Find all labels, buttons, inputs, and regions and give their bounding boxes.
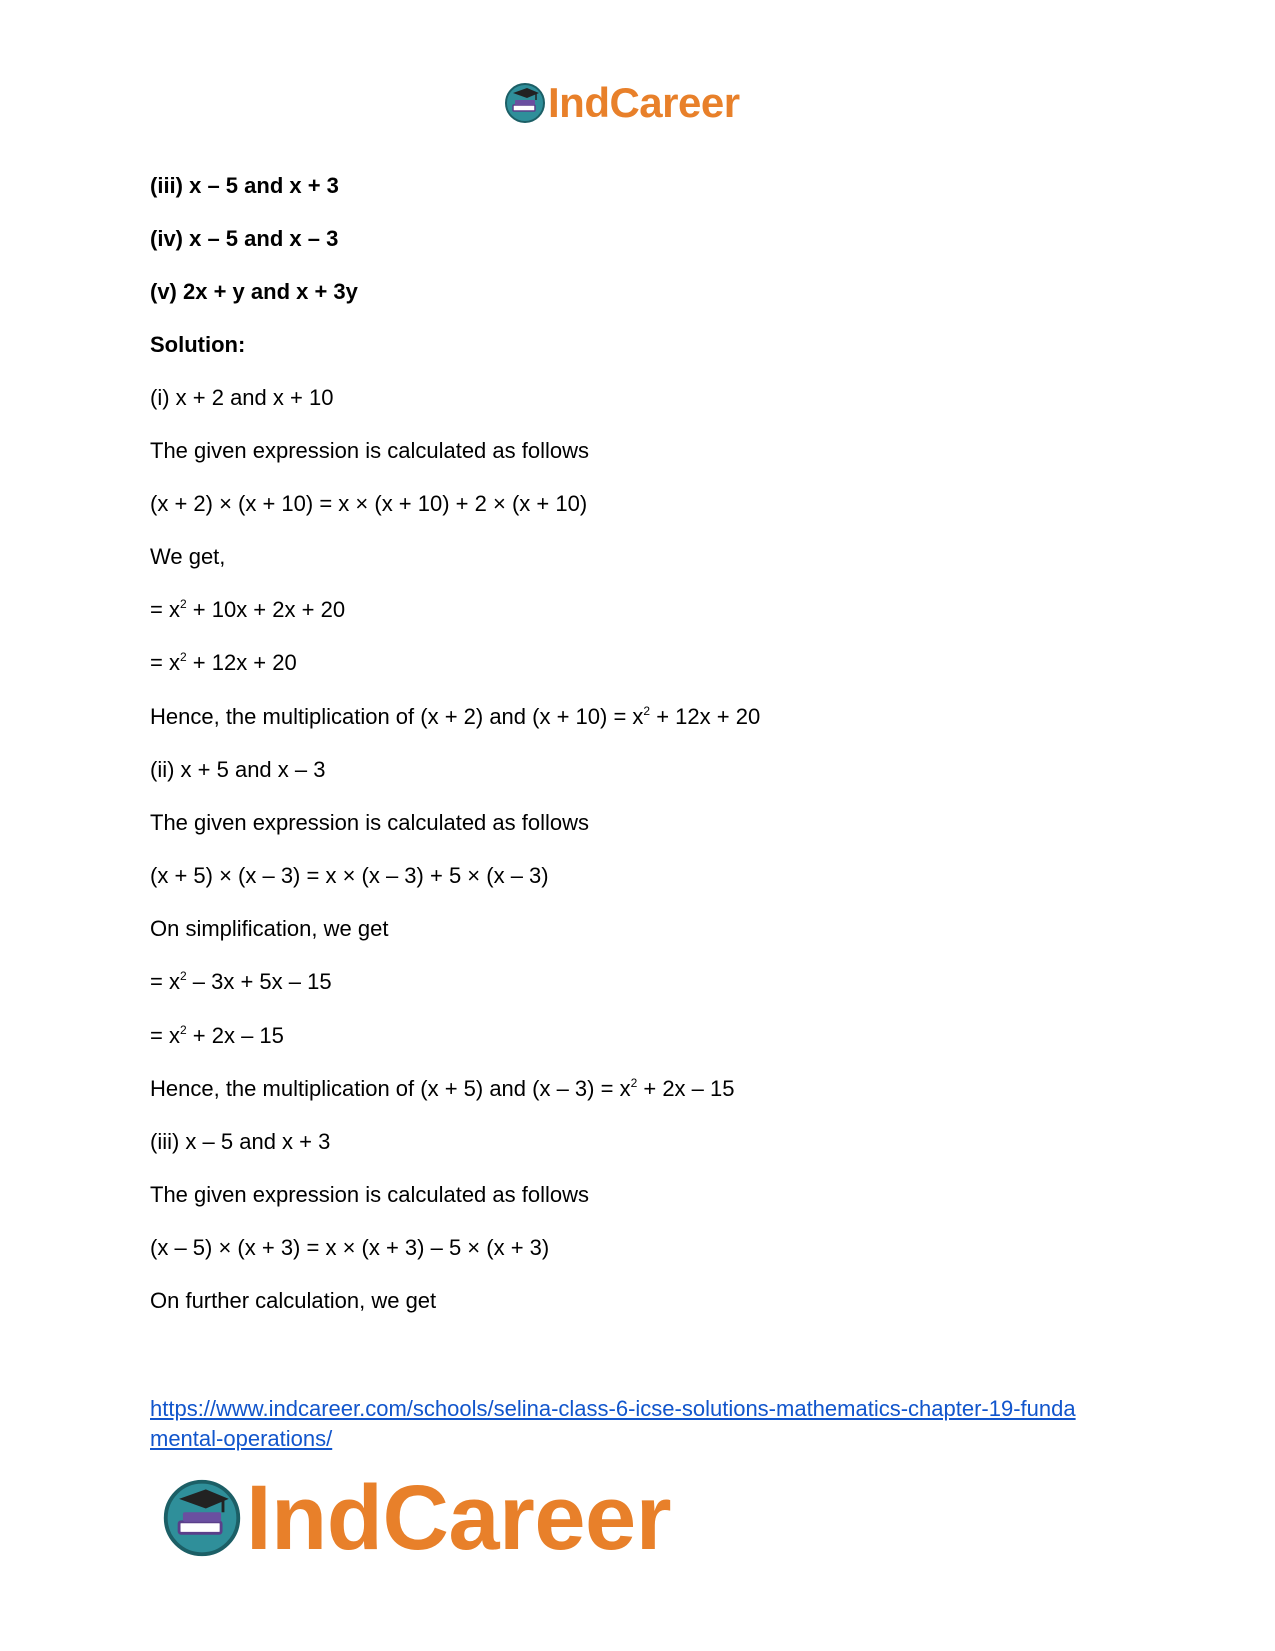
solution-heading: Solution:	[150, 332, 246, 357]
header-logo	[503, 80, 740, 126]
part-heading: (iii) x – 5 and x + 3	[150, 1129, 331, 1154]
question-item: (iii) x – 5 and x + 3	[150, 173, 339, 198]
source-link[interactable]	[150, 1394, 1150, 1454]
equation: = $x^2 + 2x - 15$	[150, 1022, 284, 1048]
source-link-line2: mental-operations/	[150, 1426, 333, 1451]
body-text: On further calculation, we get	[150, 1288, 437, 1313]
body-text: On simplification, we get	[150, 916, 389, 941]
brand-wordmark: IndCareer	[246, 1467, 671, 1569]
equation: = $x^2 - 3x + 5x - 15$	[150, 968, 332, 994]
result-text: Hence, the multiplication of (x + 5) and $(x - 3) = x^2 + 2x - 15$	[150, 1075, 735, 1101]
body-text: The given expression is calculated as follows	[150, 438, 590, 463]
graduation-book-icon	[503, 81, 547, 125]
question-item: (v) 2x + y and x + 3y	[150, 279, 358, 304]
question-item: (iv) x – 5 and x – 3	[150, 226, 339, 251]
body-text: We get,	[150, 544, 226, 569]
part-heading: (ii) x + 5 and x – 3	[150, 757, 326, 782]
equation: (x – 5) × (x + 3) = x × (x + 3) – 5 × (x + 3)	[150, 1235, 550, 1260]
body-text: The given expression is calculated as follows	[150, 810, 590, 835]
equation: (x + 5) × (x – 3) = x × (x – 3) + 5 × (x – 3)	[150, 863, 549, 888]
equation: = $x^2 + 12x + 20$	[150, 649, 297, 675]
graduation-book-icon	[160, 1476, 244, 1560]
equation: (x + 2) × (x + 10) = x × (x + 10) + 2 × (x + 10)	[150, 491, 588, 516]
source-link-line1: https://www.indcareer.com/schools/selina-class-6-icse-solutions-mathematics-chapter-19-funda	[150, 1396, 1076, 1421]
brand-wordmark: IndCareer	[548, 79, 740, 126]
equation: = $x^2 + 10x + 2x + 20$	[150, 596, 346, 622]
part-heading: (i) x + 2 and x + 10	[150, 385, 334, 410]
body-text: The given expression is calculated as follows	[150, 1182, 590, 1207]
footer-logo	[160, 1468, 671, 1568]
result-text: Hence, the multiplication of (x + 2) and $(x + 10) = x^2 + 12x + 20$	[150, 703, 761, 729]
